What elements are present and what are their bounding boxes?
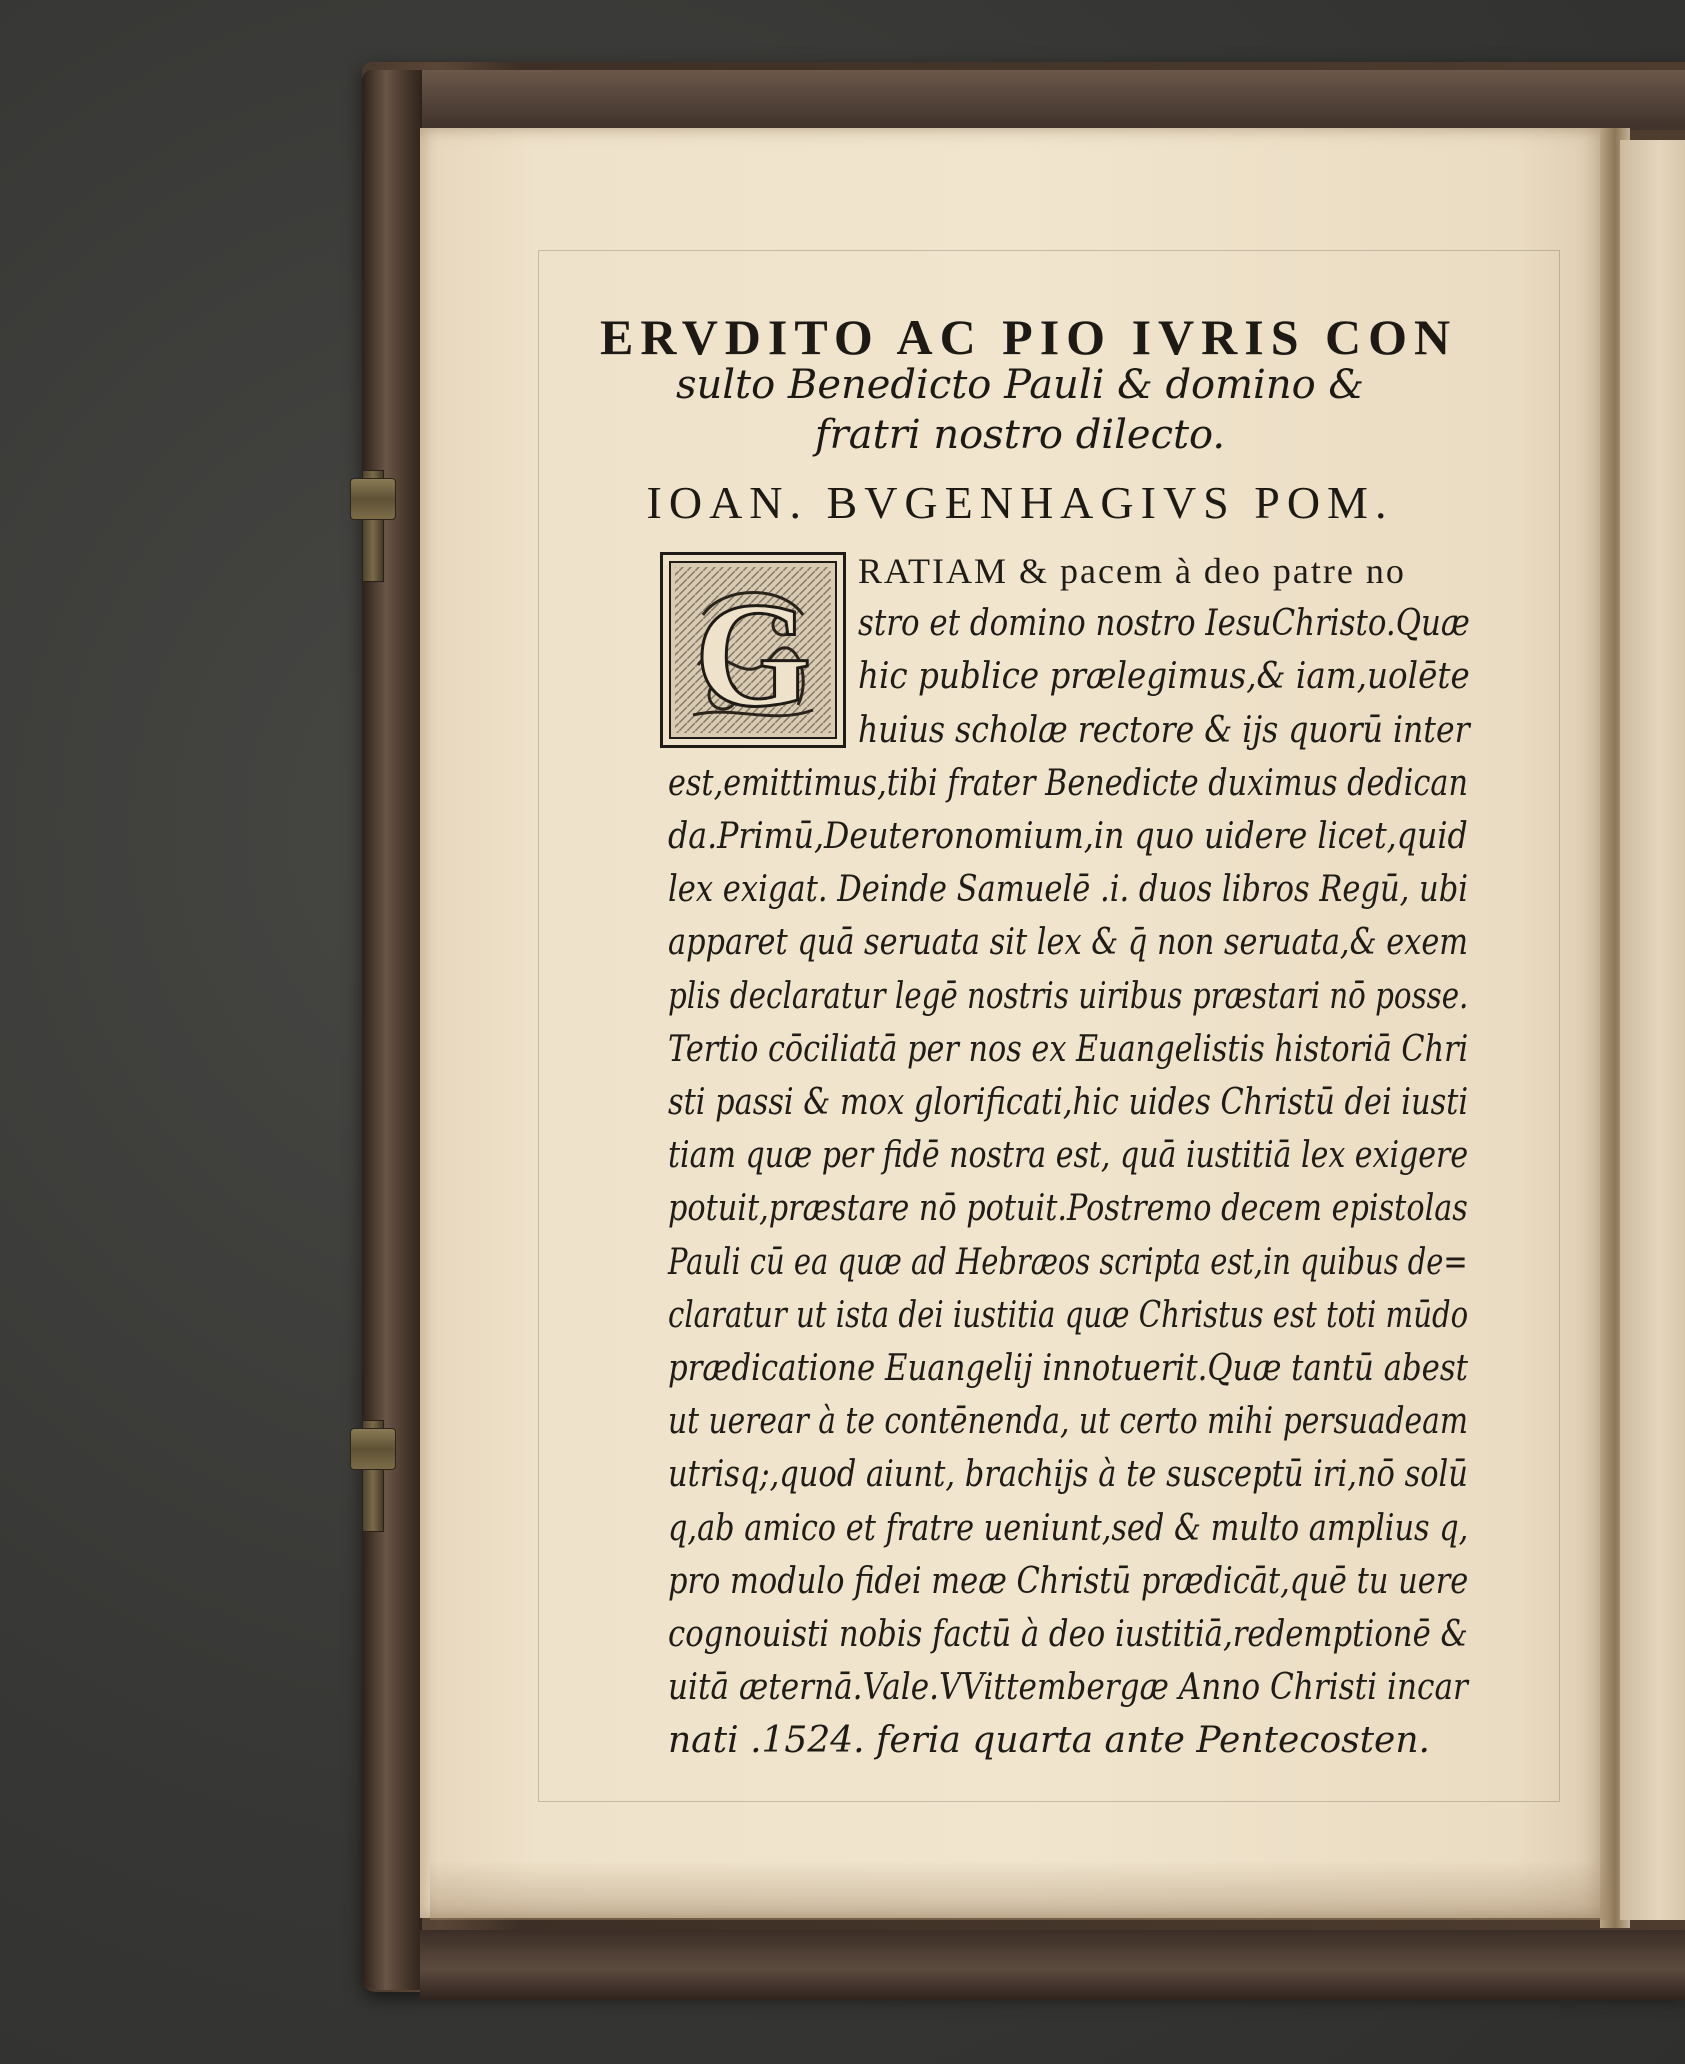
upper-clasp (350, 478, 396, 520)
body-line: prædicatione Euangelij innotuerit.Quæ tantū abest (668, 1348, 1469, 1389)
body-line: utrisq;,quod aiunt, brachijs à te susceptū iri,nō solū (668, 1454, 1468, 1496)
decorated-initial (660, 552, 846, 748)
body-line: cognouisti nobis factū à deo iustitiā,redemptionē & (668, 1614, 1468, 1655)
cover-edge-bottom (420, 1930, 1685, 2000)
dedication-heading-line-2: sulto Benedicto Pauli & domino & (675, 362, 1365, 408)
body-line: q,ab amico et fratre ueniunt,sed & multo amplius q, (668, 1507, 1469, 1549)
body-line: potuit,præstare nō potuit.Postremo decem epistolas (668, 1188, 1468, 1230)
initial-letter: G (694, 572, 812, 738)
body-line: huius scholæ rectore & ijs quorū inter (858, 709, 1470, 751)
body-line: hic publice prælegimus,& iam,uolēte (858, 656, 1470, 698)
body-line: plis declaratur legē nostris uiribus præstari nō posse. (668, 975, 1469, 1017)
body-line: lex exigat. Deinde Samuelē .i. duos libros Regū, ubi (668, 869, 1469, 911)
body-line: tiam quæ per fidē nostra est, quā iustitiā lex exigere (668, 1135, 1469, 1177)
body-line: sti passi & mox glorificati,hic uides Christū dei iusti (668, 1082, 1469, 1123)
body-line: pro modulo fidei meæ Christū prædicāt,quē tu uere (668, 1560, 1469, 1602)
body-line: stro et domino nostro IesuChristo.Quæ (858, 603, 1470, 645)
author-line: IOAN. BVGENHAGIVS POM. (646, 477, 1394, 528)
body-line: nati .1524. feria quarta ante Pentecosten. (668, 1720, 1430, 1762)
dedication-heading-line-1: ERVDITO AC PIO IVRIS CON (600, 309, 1458, 365)
body-line: da.Primū,Deuteronomium,in quo uidere licet,quid (668, 816, 1468, 857)
dedication-heading-line-3: fratri nostro dilecto. (814, 412, 1226, 458)
body-line: ut uerear à te contēnenda, ut certo mihi persuadeam (668, 1401, 1468, 1443)
body-line: Tertio cōciliatā per nos ex Euangelistis historiā Chri (668, 1028, 1469, 1070)
cover-edge-left (362, 70, 422, 1990)
body-line: uitā æternā.Vale.VVittembergæ Anno Christi incar (668, 1667, 1468, 1709)
body-line: claratur ut ista dei iustitia quæ Christus est toti mūdo (668, 1294, 1469, 1336)
facing-page-edge (1620, 140, 1685, 1920)
lower-clasp (350, 1428, 396, 1470)
body-line: Pauli cū ea quæ ad Hebræos scripta est,in quibus de= (668, 1241, 1468, 1283)
floral-ornament-icon (663, 555, 843, 745)
body-line: apparet quā seruata sit lex & q̄ non seruata,& exem (668, 922, 1469, 964)
page-foot-shadow (430, 1860, 1610, 1920)
body-line: RATIAM & pacem à deo patre no (858, 551, 1406, 591)
cover-edge-top (372, 70, 1685, 130)
body-line: est,emittimus,tibi frater Benedicte duximus dedican (668, 762, 1468, 804)
